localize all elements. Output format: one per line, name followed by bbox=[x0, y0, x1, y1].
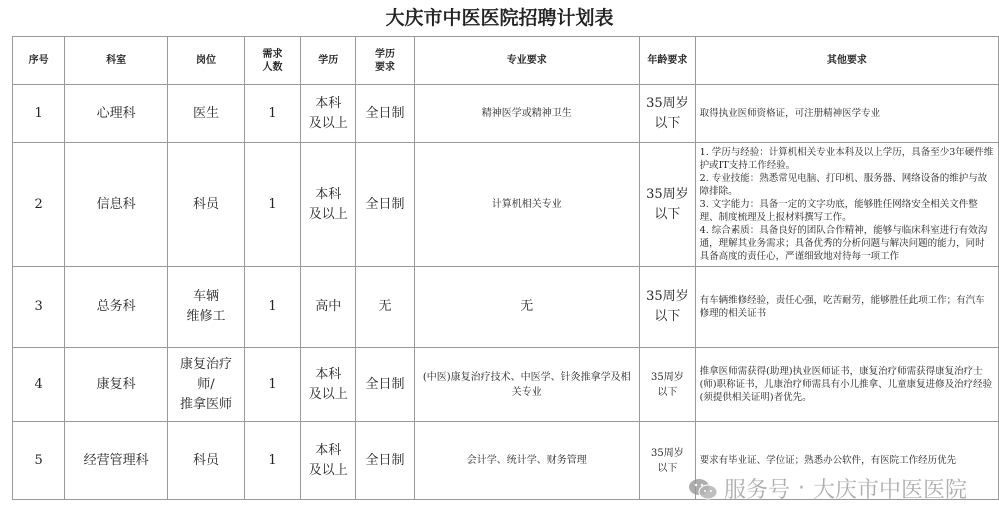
cell-no: 2 bbox=[13, 143, 65, 267]
cell-post: 科员 bbox=[167, 422, 244, 500]
col-header-edu: 学历 bbox=[301, 37, 356, 85]
cell-no: 1 bbox=[13, 85, 65, 143]
cell-major: 会计学、统计学、财务管理 bbox=[414, 422, 639, 500]
cell-no: 4 bbox=[13, 348, 65, 422]
cell-dept: 心理科 bbox=[65, 85, 168, 143]
cell-age: 35周岁 以下 bbox=[640, 422, 696, 500]
cell-edu-req: 全日制 bbox=[356, 348, 414, 422]
watermark-name: 大庆市中医医院 bbox=[812, 478, 967, 503]
col-header-post: 岗位 bbox=[167, 37, 244, 85]
cell-other: 推拿医师需获得(助理)执业医师证书，康复治疗师需获得康复治疗士(师)职称证书，儿康治疗师需具有小儿推拿、儿童康复进修及治疗经验(须提供相关证明)者优先。 bbox=[695, 348, 998, 422]
table-row bbox=[13, 143, 999, 267]
page-title: 大庆市中医医院招聘计划表 bbox=[385, 7, 614, 29]
cell-count: 1 bbox=[244, 267, 300, 348]
cell-no: 3 bbox=[13, 267, 65, 348]
cell-age: 35周岁 以下 bbox=[640, 267, 696, 348]
cell-count: 1 bbox=[244, 348, 300, 422]
col-header-dept: 科室 bbox=[65, 37, 168, 85]
cell-edu-req: 全日制 bbox=[356, 422, 414, 500]
cell-count: 1 bbox=[244, 143, 300, 267]
cell-no: 5 bbox=[13, 422, 65, 500]
cell-post: 康复治疗师/ 推拿医师 bbox=[167, 348, 244, 422]
cell-major: 计算机相关专业 bbox=[414, 143, 639, 267]
cell-edu: 本科 及以上 bbox=[301, 422, 356, 500]
cell-major: 精神医学或精神卫生 bbox=[414, 85, 639, 143]
table-row bbox=[13, 85, 999, 143]
cell-dept: 信息科 bbox=[65, 143, 168, 267]
table-header-row bbox=[13, 37, 999, 85]
cell-edu: 本科 及以上 bbox=[301, 143, 356, 267]
col-header-other: 其他要求 bbox=[695, 37, 998, 85]
cell-post: 车辆 维修工 bbox=[167, 267, 244, 348]
cell-other: 取得执业医师资格证，可注册精神医学专业 bbox=[695, 85, 998, 143]
cell-edu-req: 无 bbox=[356, 267, 414, 348]
watermark-prefix: 服务号 bbox=[723, 478, 790, 503]
cell-age: 35周岁 以下 bbox=[640, 85, 696, 143]
cell-age: 35周岁 以下 bbox=[640, 348, 696, 422]
cell-edu-req: 全日制 bbox=[356, 85, 414, 143]
cell-dept: 康复科 bbox=[65, 348, 168, 422]
cell-major: 无 bbox=[414, 267, 639, 348]
cell-count: 1 bbox=[244, 85, 300, 143]
cell-dept: 总务科 bbox=[65, 267, 168, 348]
cell-count: 1 bbox=[244, 422, 300, 500]
cell-age: 35周岁 以下 bbox=[640, 143, 696, 267]
col-header-age: 年龄要求 bbox=[640, 37, 696, 85]
cell-edu-req: 全日制 bbox=[356, 143, 414, 267]
cell-edu: 本科 及以上 bbox=[301, 348, 356, 422]
table-row bbox=[13, 348, 999, 422]
wechat-icon bbox=[688, 477, 718, 501]
col-header-edu-req: 学历 要求 bbox=[356, 37, 414, 85]
watermark bbox=[688, 473, 967, 504]
cell-post: 科员 bbox=[167, 143, 244, 267]
cell-dept: 经营管理科 bbox=[65, 422, 168, 500]
watermark-separator: · bbox=[797, 476, 805, 501]
recruitment-table bbox=[12, 36, 999, 500]
cell-edu: 高中 bbox=[301, 267, 356, 348]
col-header-no: 序号 bbox=[13, 37, 65, 85]
col-header-count: 需求 人数 bbox=[244, 37, 300, 85]
cell-edu: 本科 及以上 bbox=[301, 85, 356, 143]
cell-major: (中医)康复治疗技术、中医学、针灸推拿学及相关专业 bbox=[414, 348, 639, 422]
cell-other: 要求有毕业证、学位证；熟悉办公软件，有医院工作经历优先 bbox=[695, 422, 998, 500]
cell-other: 1. 学历与经验：计算机相关专业本科及以上学历，具备至少3年硬件维护或IT支持工作经验。 2. 专业技能：熟悉常见电脑、打印机、服务器、网络设备的维护与故障排除。 3. 文字能力：具备一定的文字功底，能够胜任网络安全相关文件整理、制度梳理及上报材料撰写工作。 4. 综合素质：具备良好的团队合作精神，能够与临床科室进行有效沟通，理解其业务需求；具备优秀的分析问题与解决问题的能力，同时具备高度的责任心，严谨细致地对待每一项工作 bbox=[695, 143, 998, 267]
table-row bbox=[13, 267, 999, 348]
cell-post: 医生 bbox=[167, 85, 244, 143]
col-header-major: 专业要求 bbox=[414, 37, 639, 85]
cell-other: 有车辆维修经验，责任心强，吃苦耐劳，能够胜任此项工作；有汽车修理的相关证书 bbox=[695, 267, 998, 348]
